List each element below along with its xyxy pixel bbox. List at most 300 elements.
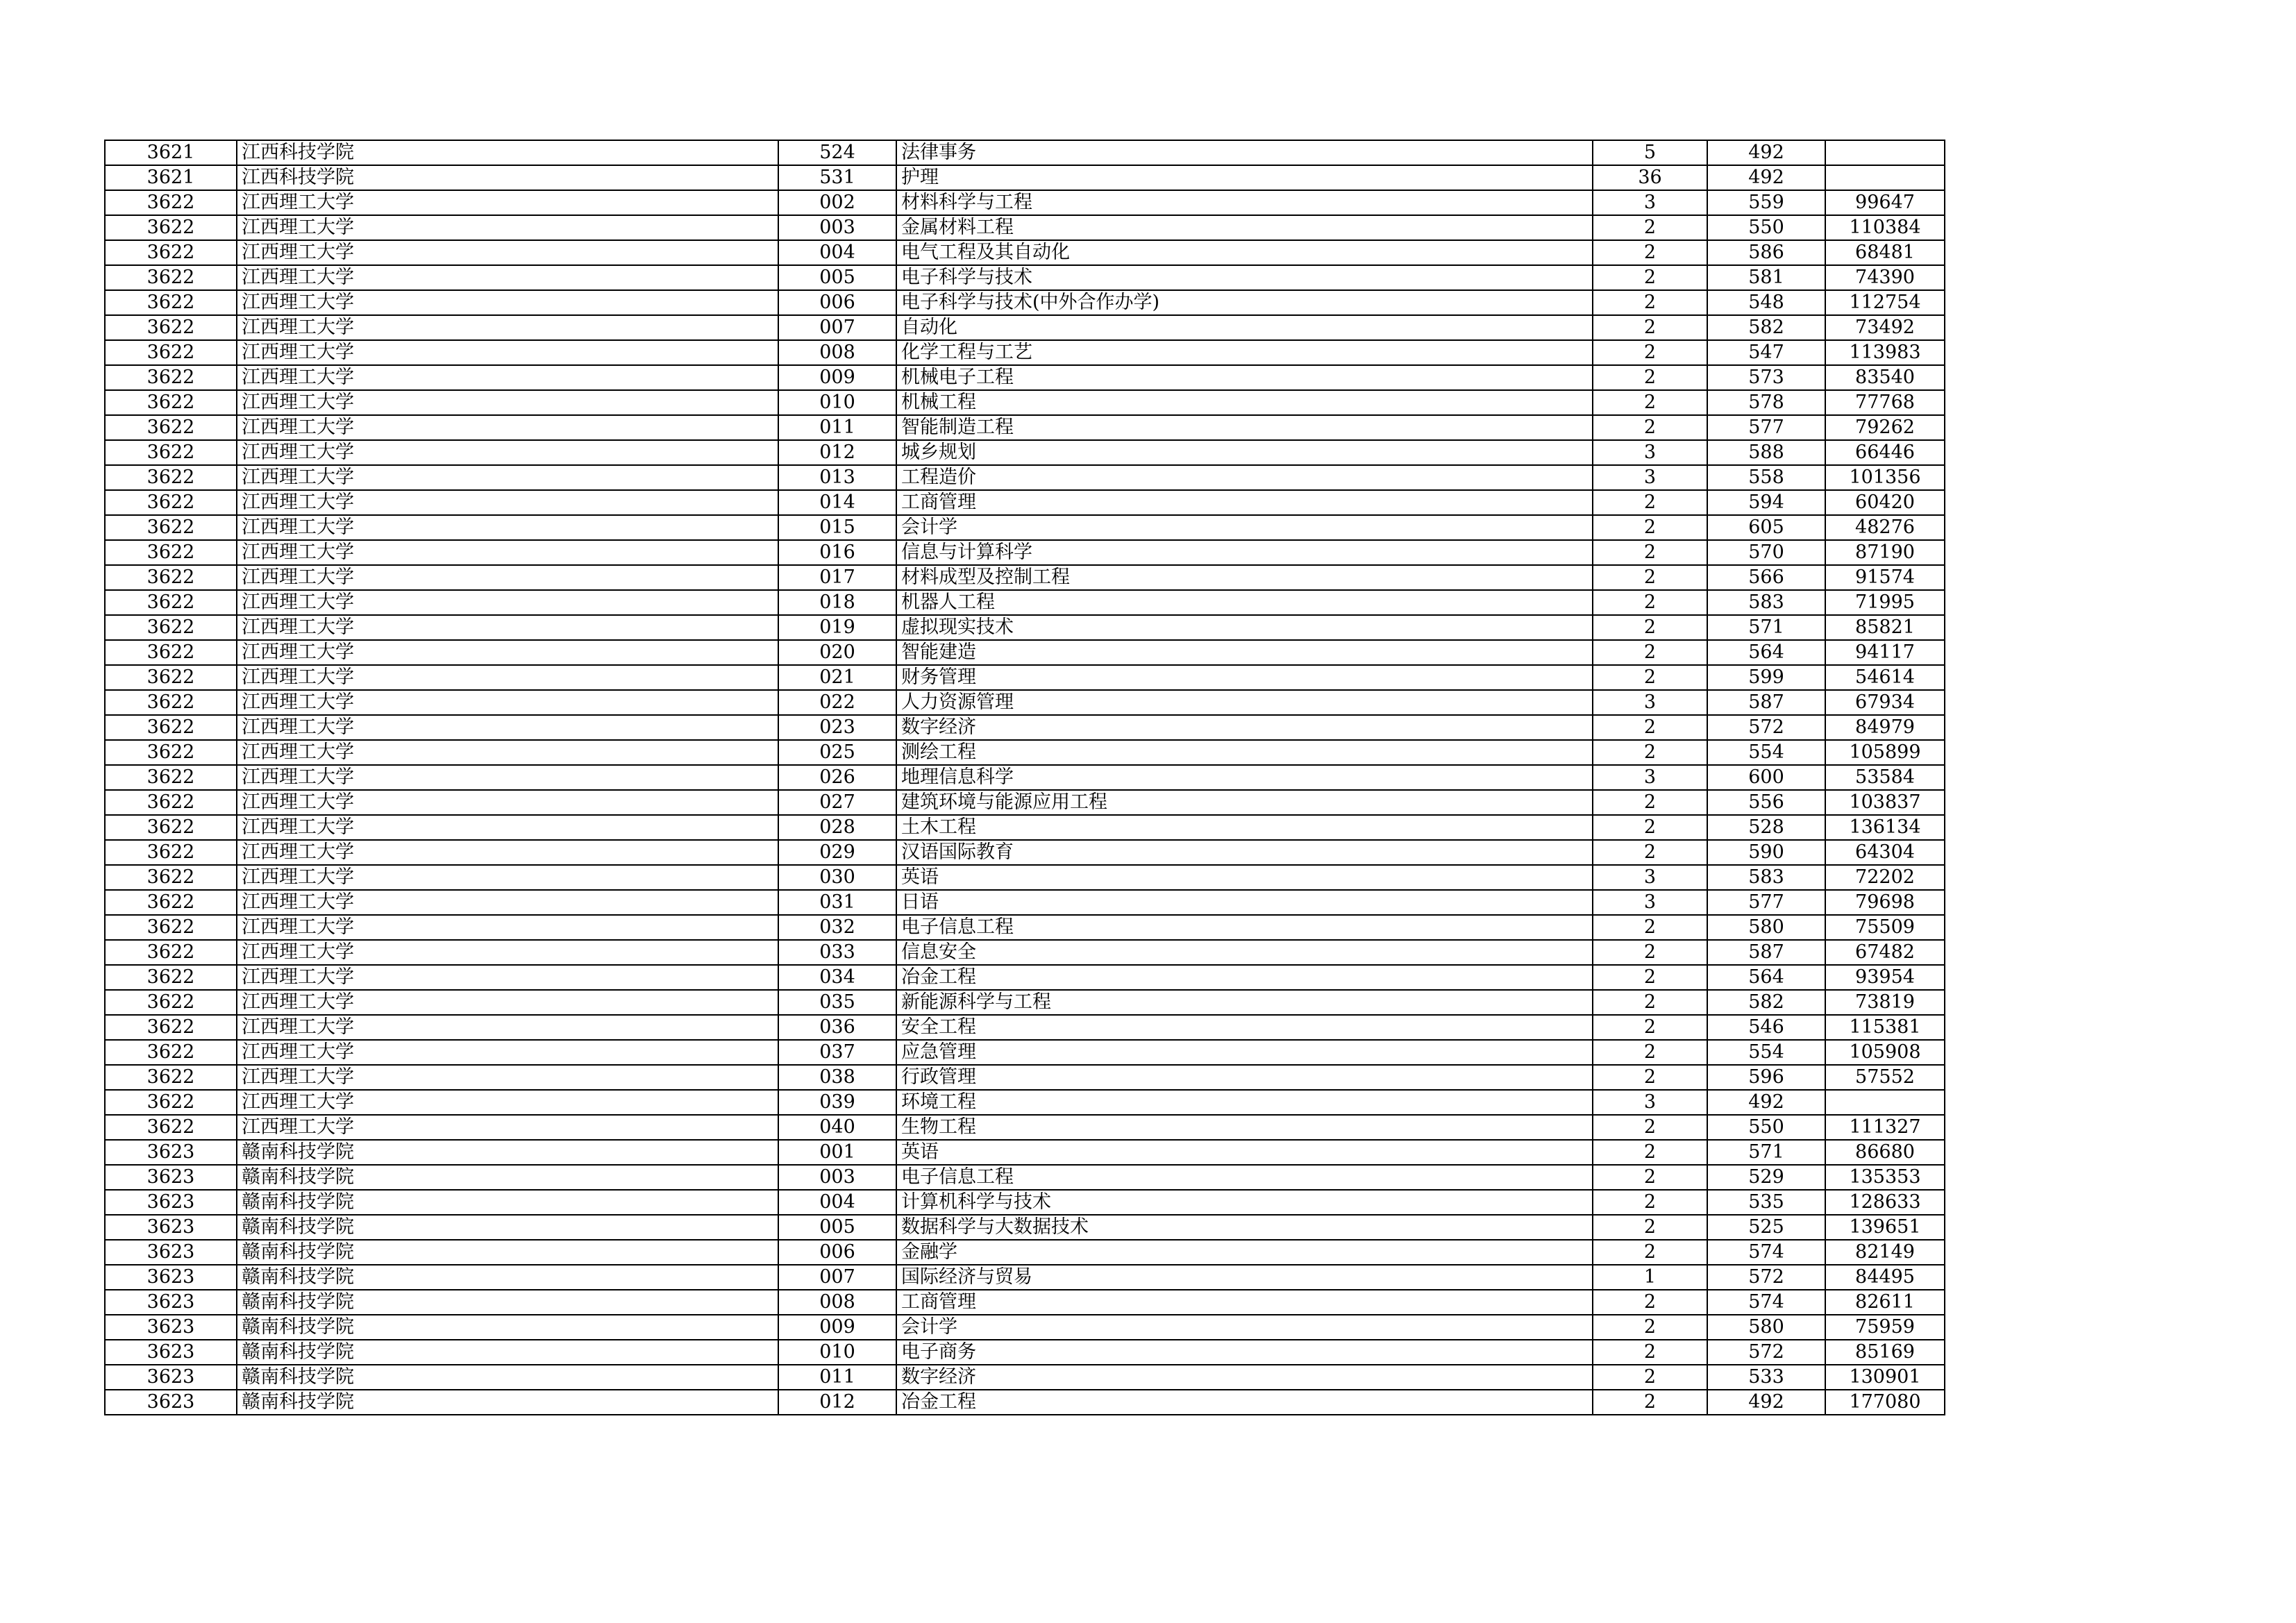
school-name-cell: 赣南科技学院 bbox=[237, 1315, 778, 1340]
table-row bbox=[105, 815, 1945, 840]
major-name-cell: 智能建造 bbox=[896, 640, 1593, 665]
plan-count-cell: 2 bbox=[1593, 1140, 1707, 1165]
min-rank-cell: 71995 bbox=[1825, 590, 1945, 615]
major-code-cell: 025 bbox=[778, 740, 896, 765]
school-name-cell: 江西理工大学 bbox=[237, 190, 778, 215]
min-score-cell: 550 bbox=[1707, 215, 1825, 240]
plan-count-cell: 2 bbox=[1593, 1215, 1707, 1240]
min-rank-cell: 75959 bbox=[1825, 1315, 1945, 1340]
table-row bbox=[105, 790, 1945, 815]
school-code-cell: 3622 bbox=[105, 415, 237, 440]
plan-count-cell: 2 bbox=[1593, 1315, 1707, 1340]
table-row bbox=[105, 565, 1945, 590]
school-name-cell: 江西理工大学 bbox=[237, 940, 778, 965]
major-name-cell: 地理信息科学 bbox=[896, 765, 1593, 790]
school-name-cell: 江西理工大学 bbox=[237, 1015, 778, 1040]
major-code-cell: 030 bbox=[778, 865, 896, 890]
min-score-cell: 572 bbox=[1707, 1340, 1825, 1365]
table-row bbox=[105, 1365, 1945, 1390]
major-name-cell: 金融学 bbox=[896, 1240, 1593, 1265]
min-score-cell: 554 bbox=[1707, 740, 1825, 765]
table-row bbox=[105, 415, 1945, 440]
plan-count-cell: 2 bbox=[1593, 590, 1707, 615]
major-name-cell: 应急管理 bbox=[896, 1040, 1593, 1065]
major-name-cell: 城乡规划 bbox=[896, 440, 1593, 465]
table-row bbox=[105, 1090, 1945, 1115]
school-code-cell: 3622 bbox=[105, 290, 237, 315]
major-code-cell: 021 bbox=[778, 665, 896, 690]
school-name-cell: 江西理工大学 bbox=[237, 665, 778, 690]
school-code-cell: 3622 bbox=[105, 215, 237, 240]
major-code-cell: 004 bbox=[778, 240, 896, 265]
major-name-cell: 建筑环境与能源应用工程 bbox=[896, 790, 1593, 815]
major-name-cell: 英语 bbox=[896, 865, 1593, 890]
min-score-cell: 577 bbox=[1707, 415, 1825, 440]
min-rank-cell: 84979 bbox=[1825, 715, 1945, 740]
plan-count-cell: 2 bbox=[1593, 415, 1707, 440]
major-name-cell: 电气工程及其自动化 bbox=[896, 240, 1593, 265]
major-name-cell: 电子信息工程 bbox=[896, 1165, 1593, 1190]
school-name-cell: 江西理工大学 bbox=[237, 915, 778, 940]
school-name-cell: 江西理工大学 bbox=[237, 340, 778, 365]
table-row bbox=[105, 490, 1945, 515]
school-code-cell: 3623 bbox=[105, 1340, 237, 1365]
plan-count-cell: 3 bbox=[1593, 465, 1707, 490]
min-rank-cell: 94117 bbox=[1825, 640, 1945, 665]
plan-count-cell: 3 bbox=[1593, 690, 1707, 715]
school-code-cell: 3622 bbox=[105, 690, 237, 715]
school-name-cell: 江西理工大学 bbox=[237, 890, 778, 915]
min-rank-cell: 67482 bbox=[1825, 940, 1945, 965]
table-row bbox=[105, 715, 1945, 740]
school-code-cell: 3622 bbox=[105, 1040, 237, 1065]
school-code-cell: 3622 bbox=[105, 490, 237, 515]
school-code-cell: 3622 bbox=[105, 965, 237, 990]
major-code-cell: 008 bbox=[778, 340, 896, 365]
min-score-cell: 600 bbox=[1707, 765, 1825, 790]
plan-count-cell: 2 bbox=[1593, 565, 1707, 590]
major-name-cell: 机械电子工程 bbox=[896, 365, 1593, 390]
plan-count-cell: 3 bbox=[1593, 765, 1707, 790]
school-code-cell: 3623 bbox=[105, 1165, 237, 1190]
school-code-cell: 3623 bbox=[105, 1190, 237, 1215]
min-rank-cell: 75509 bbox=[1825, 915, 1945, 940]
major-name-cell: 工商管理 bbox=[896, 490, 1593, 515]
school-name-cell: 江西理工大学 bbox=[237, 590, 778, 615]
plan-count-cell: 1 bbox=[1593, 1265, 1707, 1290]
plan-count-cell: 2 bbox=[1593, 915, 1707, 940]
school-code-cell: 3622 bbox=[105, 740, 237, 765]
school-name-cell: 江西科技学院 bbox=[237, 165, 778, 190]
min-score-cell: 573 bbox=[1707, 365, 1825, 390]
school-name-cell: 江西理工大学 bbox=[237, 865, 778, 890]
school-code-cell: 3622 bbox=[105, 665, 237, 690]
min-rank-cell: 53584 bbox=[1825, 765, 1945, 790]
plan-count-cell: 2 bbox=[1593, 515, 1707, 540]
major-name-cell: 护理 bbox=[896, 165, 1593, 190]
school-code-cell: 3622 bbox=[105, 390, 237, 415]
major-code-cell: 012 bbox=[778, 1390, 896, 1415]
major-name-cell: 材料成型及控制工程 bbox=[896, 565, 1593, 590]
min-rank-cell: 85169 bbox=[1825, 1340, 1945, 1365]
table-row bbox=[105, 1315, 1945, 1340]
min-score-cell: 556 bbox=[1707, 790, 1825, 815]
plan-count-cell: 2 bbox=[1593, 1190, 1707, 1215]
table-row bbox=[105, 315, 1945, 340]
min-score-cell: 528 bbox=[1707, 815, 1825, 840]
plan-count-cell: 3 bbox=[1593, 440, 1707, 465]
school-name-cell: 江西理工大学 bbox=[237, 790, 778, 815]
school-code-cell: 3622 bbox=[105, 940, 237, 965]
min-score-cell: 578 bbox=[1707, 390, 1825, 415]
plan-count-cell: 2 bbox=[1593, 840, 1707, 865]
min-rank-cell: 87190 bbox=[1825, 540, 1945, 565]
major-name-cell: 数字经济 bbox=[896, 1365, 1593, 1390]
school-name-cell: 赣南科技学院 bbox=[237, 1140, 778, 1165]
school-code-cell: 3622 bbox=[105, 340, 237, 365]
table-row bbox=[105, 540, 1945, 565]
min-score-cell: 533 bbox=[1707, 1365, 1825, 1390]
table-row bbox=[105, 1165, 1945, 1190]
min-rank-cell: 84495 bbox=[1825, 1265, 1945, 1290]
major-code-cell: 008 bbox=[778, 1290, 896, 1315]
table-row bbox=[105, 690, 1945, 715]
school-code-cell: 3622 bbox=[105, 565, 237, 590]
major-code-cell: 026 bbox=[778, 765, 896, 790]
plan-count-cell: 2 bbox=[1593, 1115, 1707, 1140]
major-name-cell: 会计学 bbox=[896, 515, 1593, 540]
table-row bbox=[105, 1065, 1945, 1090]
min-score-cell: 599 bbox=[1707, 665, 1825, 690]
plan-count-cell: 2 bbox=[1593, 315, 1707, 340]
major-code-cell: 010 bbox=[778, 1340, 896, 1365]
major-name-cell: 数据科学与大数据技术 bbox=[896, 1215, 1593, 1240]
table-row bbox=[105, 1015, 1945, 1040]
plan-count-cell: 3 bbox=[1593, 865, 1707, 890]
school-code-cell: 3622 bbox=[105, 465, 237, 490]
table-row bbox=[105, 390, 1945, 415]
major-code-cell: 016 bbox=[778, 540, 896, 565]
plan-count-cell: 36 bbox=[1593, 165, 1707, 190]
table-row bbox=[105, 1115, 1945, 1140]
table-row bbox=[105, 240, 1945, 265]
table-row bbox=[105, 440, 1945, 465]
min-score-cell: 564 bbox=[1707, 965, 1825, 990]
major-code-cell: 524 bbox=[778, 140, 896, 165]
major-code-cell: 018 bbox=[778, 590, 896, 615]
school-code-cell: 3623 bbox=[105, 1290, 237, 1315]
school-code-cell: 3622 bbox=[105, 915, 237, 940]
table-row bbox=[105, 1040, 1945, 1065]
school-code-cell: 3622 bbox=[105, 1115, 237, 1140]
major-code-cell: 004 bbox=[778, 1190, 896, 1215]
major-code-cell: 005 bbox=[778, 265, 896, 290]
min-rank-cell: 57552 bbox=[1825, 1065, 1945, 1090]
major-code-cell: 002 bbox=[778, 190, 896, 215]
major-name-cell: 新能源科学与工程 bbox=[896, 990, 1593, 1015]
min-score-cell: 547 bbox=[1707, 340, 1825, 365]
school-name-cell: 江西理工大学 bbox=[237, 415, 778, 440]
plan-count-cell: 3 bbox=[1593, 1090, 1707, 1115]
table-row bbox=[105, 940, 1945, 965]
plan-count-cell: 2 bbox=[1593, 1365, 1707, 1390]
major-code-cell: 031 bbox=[778, 890, 896, 915]
min-rank-cell: 64304 bbox=[1825, 840, 1945, 865]
min-score-cell: 525 bbox=[1707, 1215, 1825, 1240]
table-row bbox=[105, 1240, 1945, 1265]
school-name-cell: 江西理工大学 bbox=[237, 390, 778, 415]
school-name-cell: 江西理工大学 bbox=[237, 490, 778, 515]
major-code-cell: 007 bbox=[778, 1265, 896, 1290]
major-name-cell: 数字经济 bbox=[896, 715, 1593, 740]
min-rank-cell: 60420 bbox=[1825, 490, 1945, 515]
admission-table bbox=[104, 140, 1945, 1415]
school-name-cell: 江西理工大学 bbox=[237, 515, 778, 540]
min-score-cell: 558 bbox=[1707, 465, 1825, 490]
table-row bbox=[105, 665, 1945, 690]
min-score-cell: 596 bbox=[1707, 1065, 1825, 1090]
major-name-cell: 汉语国际教育 bbox=[896, 840, 1593, 865]
min-score-cell: 572 bbox=[1707, 1265, 1825, 1290]
school-code-cell: 3622 bbox=[105, 615, 237, 640]
min-rank-cell: 79262 bbox=[1825, 415, 1945, 440]
major-code-cell: 029 bbox=[778, 840, 896, 865]
min-score-cell: 605 bbox=[1707, 515, 1825, 540]
major-name-cell: 机器人工程 bbox=[896, 590, 1593, 615]
school-name-cell: 赣南科技学院 bbox=[237, 1240, 778, 1265]
school-name-cell: 江西理工大学 bbox=[237, 1040, 778, 1065]
table-row bbox=[105, 515, 1945, 540]
table-row bbox=[105, 265, 1945, 290]
min-score-cell: 570 bbox=[1707, 540, 1825, 565]
school-code-cell: 3622 bbox=[105, 865, 237, 890]
min-score-cell: 492 bbox=[1707, 1090, 1825, 1115]
table-row bbox=[105, 915, 1945, 940]
major-name-cell: 化学工程与工艺 bbox=[896, 340, 1593, 365]
major-code-cell: 023 bbox=[778, 715, 896, 740]
school-name-cell: 赣南科技学院 bbox=[237, 1340, 778, 1365]
min-rank-cell: 101356 bbox=[1825, 465, 1945, 490]
major-name-cell: 测绘工程 bbox=[896, 740, 1593, 765]
major-name-cell: 土木工程 bbox=[896, 815, 1593, 840]
school-name-cell: 江西科技学院 bbox=[237, 140, 778, 165]
table-row bbox=[105, 1290, 1945, 1315]
major-name-cell: 虚拟现实技术 bbox=[896, 615, 1593, 640]
min-rank-cell bbox=[1825, 1090, 1945, 1115]
min-score-cell: 588 bbox=[1707, 440, 1825, 465]
table-row bbox=[105, 840, 1945, 865]
school-name-cell: 赣南科技学院 bbox=[237, 1290, 778, 1315]
min-score-cell: 587 bbox=[1707, 690, 1825, 715]
school-name-cell: 江西理工大学 bbox=[237, 640, 778, 665]
school-name-cell: 江西理工大学 bbox=[237, 840, 778, 865]
major-name-cell: 日语 bbox=[896, 890, 1593, 915]
major-name-cell: 工程造价 bbox=[896, 465, 1593, 490]
min-rank-cell: 68481 bbox=[1825, 240, 1945, 265]
plan-count-cell: 2 bbox=[1593, 1340, 1707, 1365]
min-rank-cell: 139651 bbox=[1825, 1215, 1945, 1240]
school-code-cell: 3623 bbox=[105, 1215, 237, 1240]
school-name-cell: 江西理工大学 bbox=[237, 815, 778, 840]
school-code-cell: 3622 bbox=[105, 640, 237, 665]
min-rank-cell: 99647 bbox=[1825, 190, 1945, 215]
major-code-cell: 038 bbox=[778, 1065, 896, 1090]
major-name-cell: 冶金工程 bbox=[896, 1390, 1593, 1415]
plan-count-cell: 2 bbox=[1593, 265, 1707, 290]
min-rank-cell: 135353 bbox=[1825, 1165, 1945, 1190]
min-rank-cell: 91574 bbox=[1825, 565, 1945, 590]
major-code-cell: 010 bbox=[778, 390, 896, 415]
plan-count-cell: 2 bbox=[1593, 215, 1707, 240]
major-name-cell: 英语 bbox=[896, 1140, 1593, 1165]
school-code-cell: 3622 bbox=[105, 590, 237, 615]
min-rank-cell: 115381 bbox=[1825, 1015, 1945, 1040]
major-code-cell: 039 bbox=[778, 1090, 896, 1115]
school-name-cell: 赣南科技学院 bbox=[237, 1390, 778, 1415]
major-code-cell: 015 bbox=[778, 515, 896, 540]
school-name-cell: 赣南科技学院 bbox=[237, 1215, 778, 1240]
school-code-cell: 3622 bbox=[105, 765, 237, 790]
school-name-cell: 江西理工大学 bbox=[237, 465, 778, 490]
school-name-cell: 江西理工大学 bbox=[237, 990, 778, 1015]
school-name-cell: 江西理工大学 bbox=[237, 690, 778, 715]
school-name-cell: 江西理工大学 bbox=[237, 365, 778, 390]
min-rank-cell: 66446 bbox=[1825, 440, 1945, 465]
school-name-cell: 江西理工大学 bbox=[237, 240, 778, 265]
school-name-cell: 江西理工大学 bbox=[237, 440, 778, 465]
min-rank-cell bbox=[1825, 165, 1945, 190]
min-rank-cell: 136134 bbox=[1825, 815, 1945, 840]
major-code-cell: 003 bbox=[778, 215, 896, 240]
min-rank-cell: 73492 bbox=[1825, 315, 1945, 340]
school-code-cell: 3622 bbox=[105, 840, 237, 865]
school-code-cell: 3622 bbox=[105, 265, 237, 290]
major-code-cell: 028 bbox=[778, 815, 896, 840]
plan-count-cell: 2 bbox=[1593, 1040, 1707, 1065]
plan-count-cell: 2 bbox=[1593, 740, 1707, 765]
min-rank-cell: 177080 bbox=[1825, 1390, 1945, 1415]
table-row bbox=[105, 1340, 1945, 1365]
school-name-cell: 江西理工大学 bbox=[237, 615, 778, 640]
min-score-cell: 587 bbox=[1707, 940, 1825, 965]
min-rank-cell: 54614 bbox=[1825, 665, 1945, 690]
major-name-cell: 国际经济与贸易 bbox=[896, 1265, 1593, 1290]
school-code-cell: 3622 bbox=[105, 1090, 237, 1115]
school-name-cell: 江西理工大学 bbox=[237, 1115, 778, 1140]
table-row bbox=[105, 1265, 1945, 1290]
school-code-cell: 3622 bbox=[105, 540, 237, 565]
major-code-cell: 040 bbox=[778, 1115, 896, 1140]
major-code-cell: 012 bbox=[778, 440, 896, 465]
plan-count-cell: 3 bbox=[1593, 890, 1707, 915]
min-rank-cell: 130901 bbox=[1825, 1365, 1945, 1390]
major-code-cell: 014 bbox=[778, 490, 896, 515]
school-name-cell: 赣南科技学院 bbox=[237, 1165, 778, 1190]
major-name-cell: 信息与计算科学 bbox=[896, 540, 1593, 565]
plan-count-cell: 2 bbox=[1593, 815, 1707, 840]
school-code-cell: 3622 bbox=[105, 365, 237, 390]
major-name-cell: 计算机科学与技术 bbox=[896, 1190, 1593, 1215]
major-code-cell: 020 bbox=[778, 640, 896, 665]
min-score-cell: 594 bbox=[1707, 490, 1825, 515]
school-code-cell: 3621 bbox=[105, 140, 237, 165]
major-name-cell: 电子商务 bbox=[896, 1340, 1593, 1365]
min-score-cell: 492 bbox=[1707, 165, 1825, 190]
plan-count-cell: 2 bbox=[1593, 940, 1707, 965]
min-rank-cell: 77768 bbox=[1825, 390, 1945, 415]
table-body bbox=[105, 140, 1945, 1415]
min-score-cell: 535 bbox=[1707, 1190, 1825, 1215]
table-row bbox=[105, 165, 1945, 190]
school-name-cell: 赣南科技学院 bbox=[237, 1265, 778, 1290]
plan-count-cell: 3 bbox=[1593, 190, 1707, 215]
min-score-cell: 590 bbox=[1707, 840, 1825, 865]
min-score-cell: 564 bbox=[1707, 640, 1825, 665]
plan-count-cell: 2 bbox=[1593, 790, 1707, 815]
major-name-cell: 财务管理 bbox=[896, 665, 1593, 690]
plan-count-cell: 2 bbox=[1593, 665, 1707, 690]
school-code-cell: 3622 bbox=[105, 240, 237, 265]
major-code-cell: 019 bbox=[778, 615, 896, 640]
school-name-cell: 江西理工大学 bbox=[237, 315, 778, 340]
plan-count-cell: 5 bbox=[1593, 140, 1707, 165]
plan-count-cell: 2 bbox=[1593, 490, 1707, 515]
table-row bbox=[105, 590, 1945, 615]
min-rank-cell: 85821 bbox=[1825, 615, 1945, 640]
plan-count-cell: 2 bbox=[1593, 640, 1707, 665]
min-score-cell: 574 bbox=[1707, 1240, 1825, 1265]
table-row bbox=[105, 465, 1945, 490]
table-row bbox=[105, 1190, 1945, 1215]
min-rank-cell bbox=[1825, 140, 1945, 165]
major-code-cell: 017 bbox=[778, 565, 896, 590]
major-name-cell: 工商管理 bbox=[896, 1290, 1593, 1315]
school-name-cell: 赣南科技学院 bbox=[237, 1365, 778, 1390]
major-name-cell: 智能制造工程 bbox=[896, 415, 1593, 440]
table-row bbox=[105, 365, 1945, 390]
major-name-cell: 法律事务 bbox=[896, 140, 1593, 165]
major-name-cell: 会计学 bbox=[896, 1315, 1593, 1340]
major-code-cell: 006 bbox=[778, 1240, 896, 1265]
table-row bbox=[105, 1140, 1945, 1165]
major-code-cell: 032 bbox=[778, 915, 896, 940]
min-score-cell: 559 bbox=[1707, 190, 1825, 215]
school-name-cell: 江西理工大学 bbox=[237, 565, 778, 590]
table-row bbox=[105, 190, 1945, 215]
min-rank-cell: 105899 bbox=[1825, 740, 1945, 765]
min-rank-cell: 67934 bbox=[1825, 690, 1945, 715]
major-code-cell: 027 bbox=[778, 790, 896, 815]
plan-count-cell: 2 bbox=[1593, 1390, 1707, 1415]
min-rank-cell: 128633 bbox=[1825, 1190, 1945, 1215]
min-rank-cell: 86680 bbox=[1825, 1140, 1945, 1165]
plan-count-cell: 2 bbox=[1593, 1165, 1707, 1190]
min-rank-cell: 112754 bbox=[1825, 290, 1945, 315]
table-row bbox=[105, 865, 1945, 890]
min-rank-cell: 48276 bbox=[1825, 515, 1945, 540]
plan-count-cell: 2 bbox=[1593, 390, 1707, 415]
min-score-cell: 571 bbox=[1707, 1140, 1825, 1165]
school-name-cell: 江西理工大学 bbox=[237, 765, 778, 790]
table-row bbox=[105, 140, 1945, 165]
major-name-cell: 电子信息工程 bbox=[896, 915, 1593, 940]
major-code-cell: 007 bbox=[778, 315, 896, 340]
major-name-cell: 电子科学与技术 bbox=[896, 265, 1593, 290]
min-rank-cell: 73819 bbox=[1825, 990, 1945, 1015]
table-row bbox=[105, 215, 1945, 240]
school-code-cell: 3622 bbox=[105, 715, 237, 740]
min-score-cell: 572 bbox=[1707, 715, 1825, 740]
